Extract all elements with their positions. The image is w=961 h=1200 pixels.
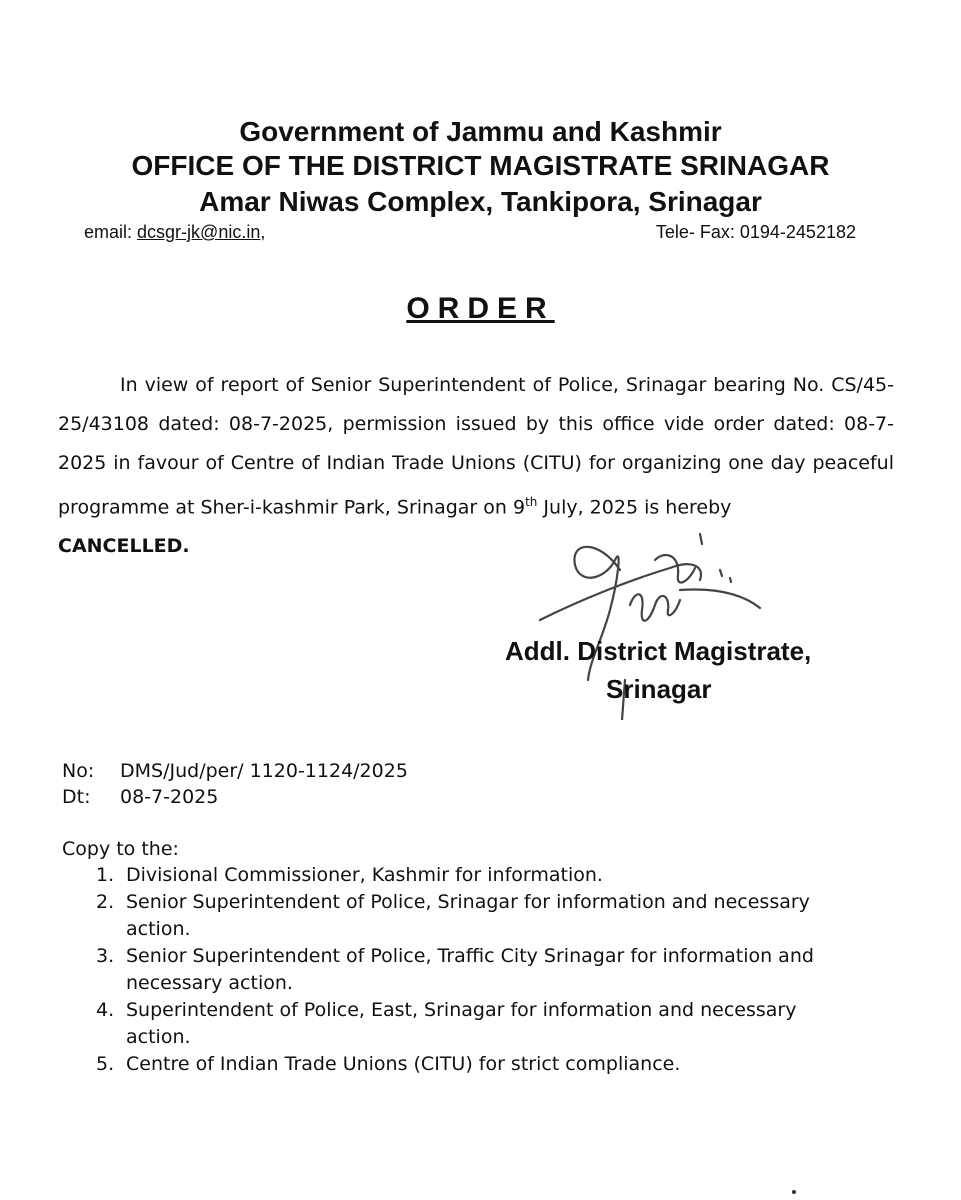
order-paragraph: In view of report of Senior Superintendent of Police, Srinagar bearing No. CS/45-25/43108 dated: 08-7-2025, permission issued by this office vide order dated: 08-7-2025 in favour of Centre of Indian Trade Unions (CITU) for organizing one day peaceful programme at Sher-i-kashmir Park, Srinagar on 9: [58, 374, 894, 519]
date-superscript: th: [525, 495, 538, 509]
office-heading: OFFICE OF THE DISTRICT MAGISTRATE SRINAGAR: [131, 150, 830, 181]
ref-no-label: No:: [62, 760, 95, 782]
list-item-text: Senior Superintendent of Police, Traffic City Srinagar for information and necessary action.: [126, 945, 814, 994]
list-item: [96, 997, 856, 1051]
scan-speck: [792, 1190, 796, 1194]
fax-label: Tele- Fax:: [655, 222, 735, 242]
email-label: email:: [84, 222, 133, 242]
signatory-title: Addl. District Magistrate,: [505, 636, 812, 666]
list-item-text: Senior Superintendent of Police, Srinagar for information and necessary action.: [126, 891, 810, 940]
ref-dt-label: Dt:: [62, 786, 91, 808]
list-item: [96, 862, 856, 889]
list-item-number: 5.: [96, 1053, 115, 1075]
email-line: [84, 222, 265, 243]
list-item: [96, 943, 856, 997]
ref-dt-value: 08-7-2025: [120, 786, 219, 808]
email-suffix: ,: [260, 222, 266, 242]
signatory-place: Srinagar: [606, 674, 712, 704]
list-item: [96, 889, 856, 943]
copy-to-heading: Copy to the:: [62, 838, 179, 860]
list-item: [96, 1051, 856, 1078]
fax-line: [656, 222, 856, 243]
ref-no-value: DMS/Jud/per/ 1120-1124/2025: [120, 760, 408, 782]
list-item-number: 2.: [96, 891, 115, 913]
order-paragraph-end: July, 2025 is hereby: [537, 496, 732, 519]
fax-number: 0194-2452182: [739, 222, 856, 242]
order-title: ORDER: [406, 292, 555, 325]
address-heading: Amar Niwas Complex, Tankipora, Srinagar: [199, 186, 762, 217]
list-item-number: 4.: [96, 999, 115, 1021]
reference-date: [62, 786, 218, 808]
list-item-text: Divisional Commissioner, Kashmir for information.: [126, 864, 603, 886]
email-link[interactable]: dcsgr-jk@nic.in: [137, 222, 261, 242]
govt-heading: Government of Jammu and Kashmir: [239, 116, 722, 147]
list-item-text: Centre of Indian Trade Unions (CITU) for strict compliance.: [126, 1053, 681, 1075]
reference-number: [62, 760, 408, 782]
list-item-number: 3.: [96, 945, 115, 967]
cancelled-text: CANCELLED.: [58, 535, 190, 558]
copy-to-list: [96, 862, 856, 1078]
list-item-text: Superintendent of Police, East, Srinagar for information and necessary action.: [126, 999, 797, 1048]
list-item-number: 1.: [96, 864, 115, 886]
